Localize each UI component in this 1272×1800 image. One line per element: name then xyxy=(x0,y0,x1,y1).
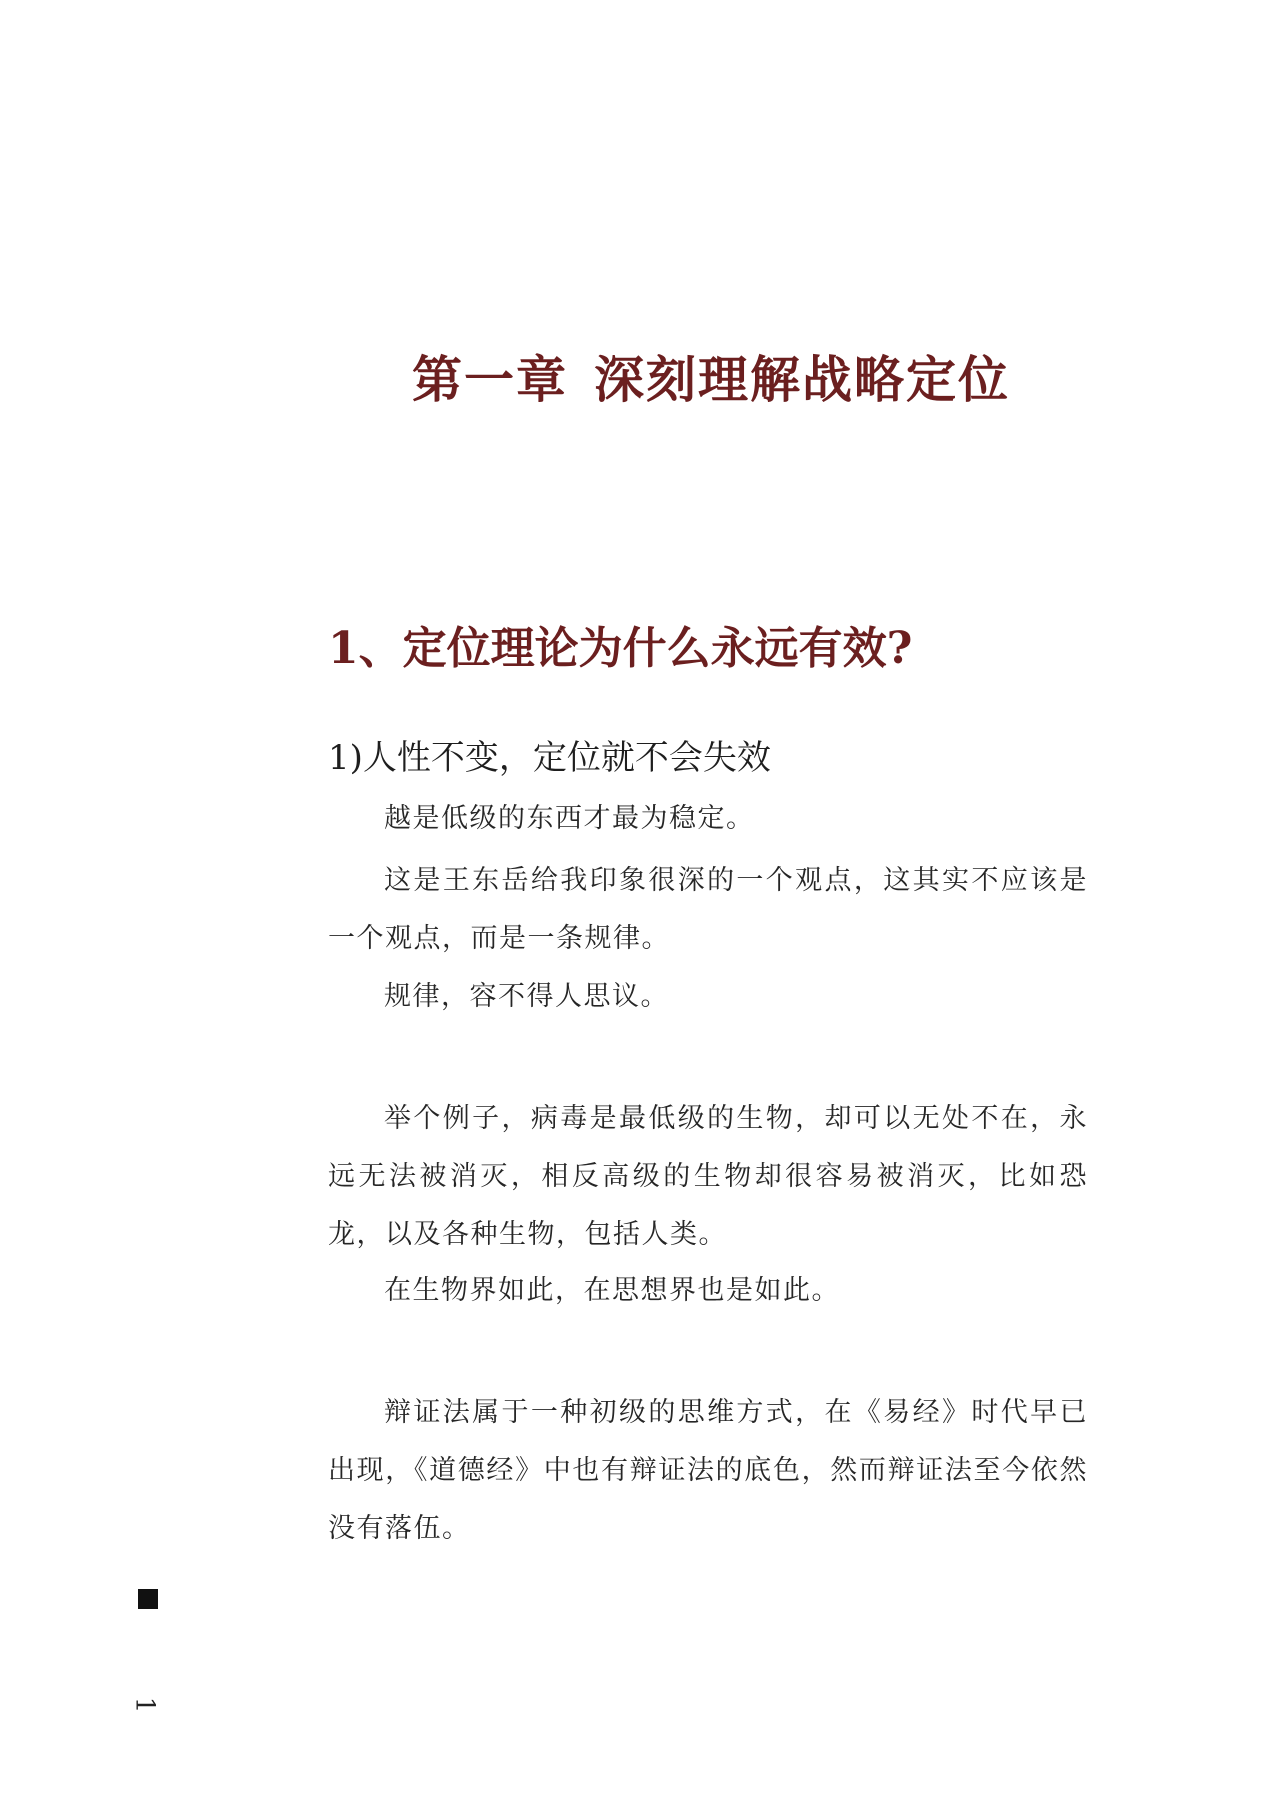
subsection-title: 1)人性不变，定位就不会失效 xyxy=(328,738,771,778)
chapter-title xyxy=(412,340,1010,412)
chapter-label: 第一章 xyxy=(412,350,568,409)
paragraph-2: 这是王东岳给我印象很深的一个观点，这其实不应该是一个观点，而是一条规律。 xyxy=(328,865,1088,954)
paragraph-1: 越是低级的东西才最为稳定。 xyxy=(384,803,755,834)
paragraph-4: 举个例子，病毒是最低级的生物，却可以无处不在，永远无法被消灭，相反高级的生物却很容易被消灭，比如恐龙，以及各种生物，包括人类。 xyxy=(328,1103,1088,1250)
paragraph-6: 辩证法属于一种初级的思维方式，在《易经》时代早已出现，《道德经》中也有辩证法的底色，然而辩证法至今依然没有落伍。 xyxy=(328,1397,1088,1544)
page-number: 1 xyxy=(129,1696,160,1714)
chapter-name: 深刻理解战略定位 xyxy=(594,350,1010,409)
black-square-marker xyxy=(138,1589,158,1609)
paragraph-3: 规律，容不得人思议。 xyxy=(384,981,669,1012)
paragraph-5: 在生物界如此，在思想界也是如此。 xyxy=(384,1275,840,1306)
section-title: 1、定位理论为什么永远有效? xyxy=(328,623,913,674)
